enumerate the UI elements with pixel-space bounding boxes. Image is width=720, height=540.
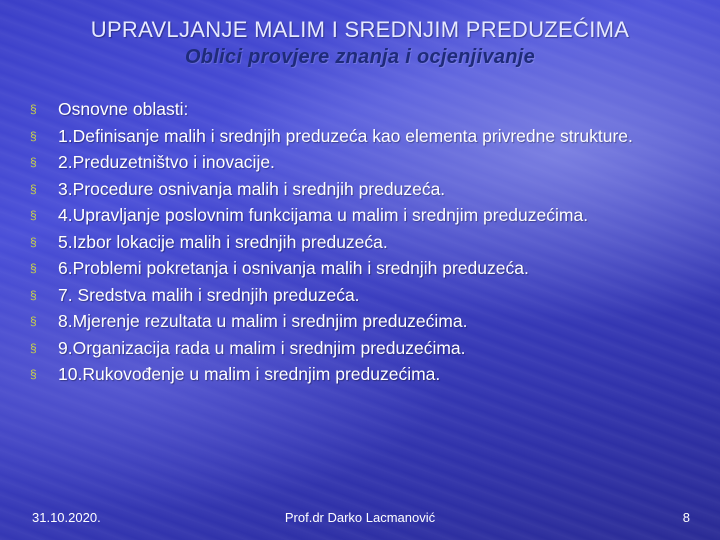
list-item-text: 2.Preduzetništvo i inovacije. [58, 152, 275, 172]
list-item [30, 335, 680, 362]
list-item [30, 255, 680, 282]
square-bullet-icon: § [30, 340, 37, 355]
footer-author: Prof.dr Darko Lacmanović [284, 510, 436, 525]
list-item [30, 96, 680, 123]
list-item-text: 4.Upravljanje poslovnim funkcijama u malim i srednjim preduzećima. [58, 205, 589, 225]
square-bullet-icon: § [30, 102, 37, 116]
square-bullet-icon: § [30, 155, 37, 169]
list-item [30, 123, 680, 150]
square-bullet-icon: § [30, 208, 37, 222]
list-item [30, 282, 680, 309]
list-item-text: 1.Definisanje malih i srednjih preduzeća kao elementa privredne strukture. [58, 125, 633, 146]
square-bullet-icon: § [30, 261, 37, 275]
list-item [30, 229, 680, 256]
list-item-text: 8.Mjerenje rezultata u malim i srednjim preduzećima. [58, 311, 468, 331]
list-item-text: 5.Izbor lokacije malih i srednjih preduzeća. [58, 231, 388, 252]
square-bullet-icon: § [30, 181, 37, 196]
list-item [30, 202, 680, 229]
list-item-text: 10.Rukovođenje u malim i srednjim preduzećima. [58, 364, 441, 384]
page-number: 8 [682, 510, 690, 525]
slide-title: UPRAVLJANJE MALIM I SREDNJIM PREDUZEĆIMA [90, 17, 630, 42]
square-bullet-icon: § [30, 128, 37, 143]
list-item [30, 149, 680, 176]
list-item-text: 9.Organizacija rada u malim i srednjim preduzećima. [58, 337, 466, 358]
list-item [30, 308, 680, 335]
list-item-text: Osnovne oblasti: [58, 99, 189, 119]
title-block [30, 16, 690, 70]
bullet-list [30, 96, 680, 388]
list-item [30, 176, 680, 203]
square-bullet-icon: § [30, 234, 37, 249]
footer-date: 31.10.2020. [32, 510, 101, 525]
list-item-text: 7. Sredstva malih i srednjih preduzeća. [58, 284, 360, 305]
square-bullet-icon: § [30, 314, 37, 328]
square-bullet-icon: § [30, 287, 37, 302]
list-item-text: 3.Procedure osnivanja malih i srednjih preduzeća. [58, 178, 446, 199]
square-bullet-icon: § [30, 367, 37, 381]
list-item-text: 6.Problemi pokretanja i osnivanja malih i srednjih preduzeća. [58, 258, 529, 278]
list-item [30, 361, 680, 388]
slide-subtitle: Oblici provjere znanja i ocjenjivanje [184, 46, 536, 68]
